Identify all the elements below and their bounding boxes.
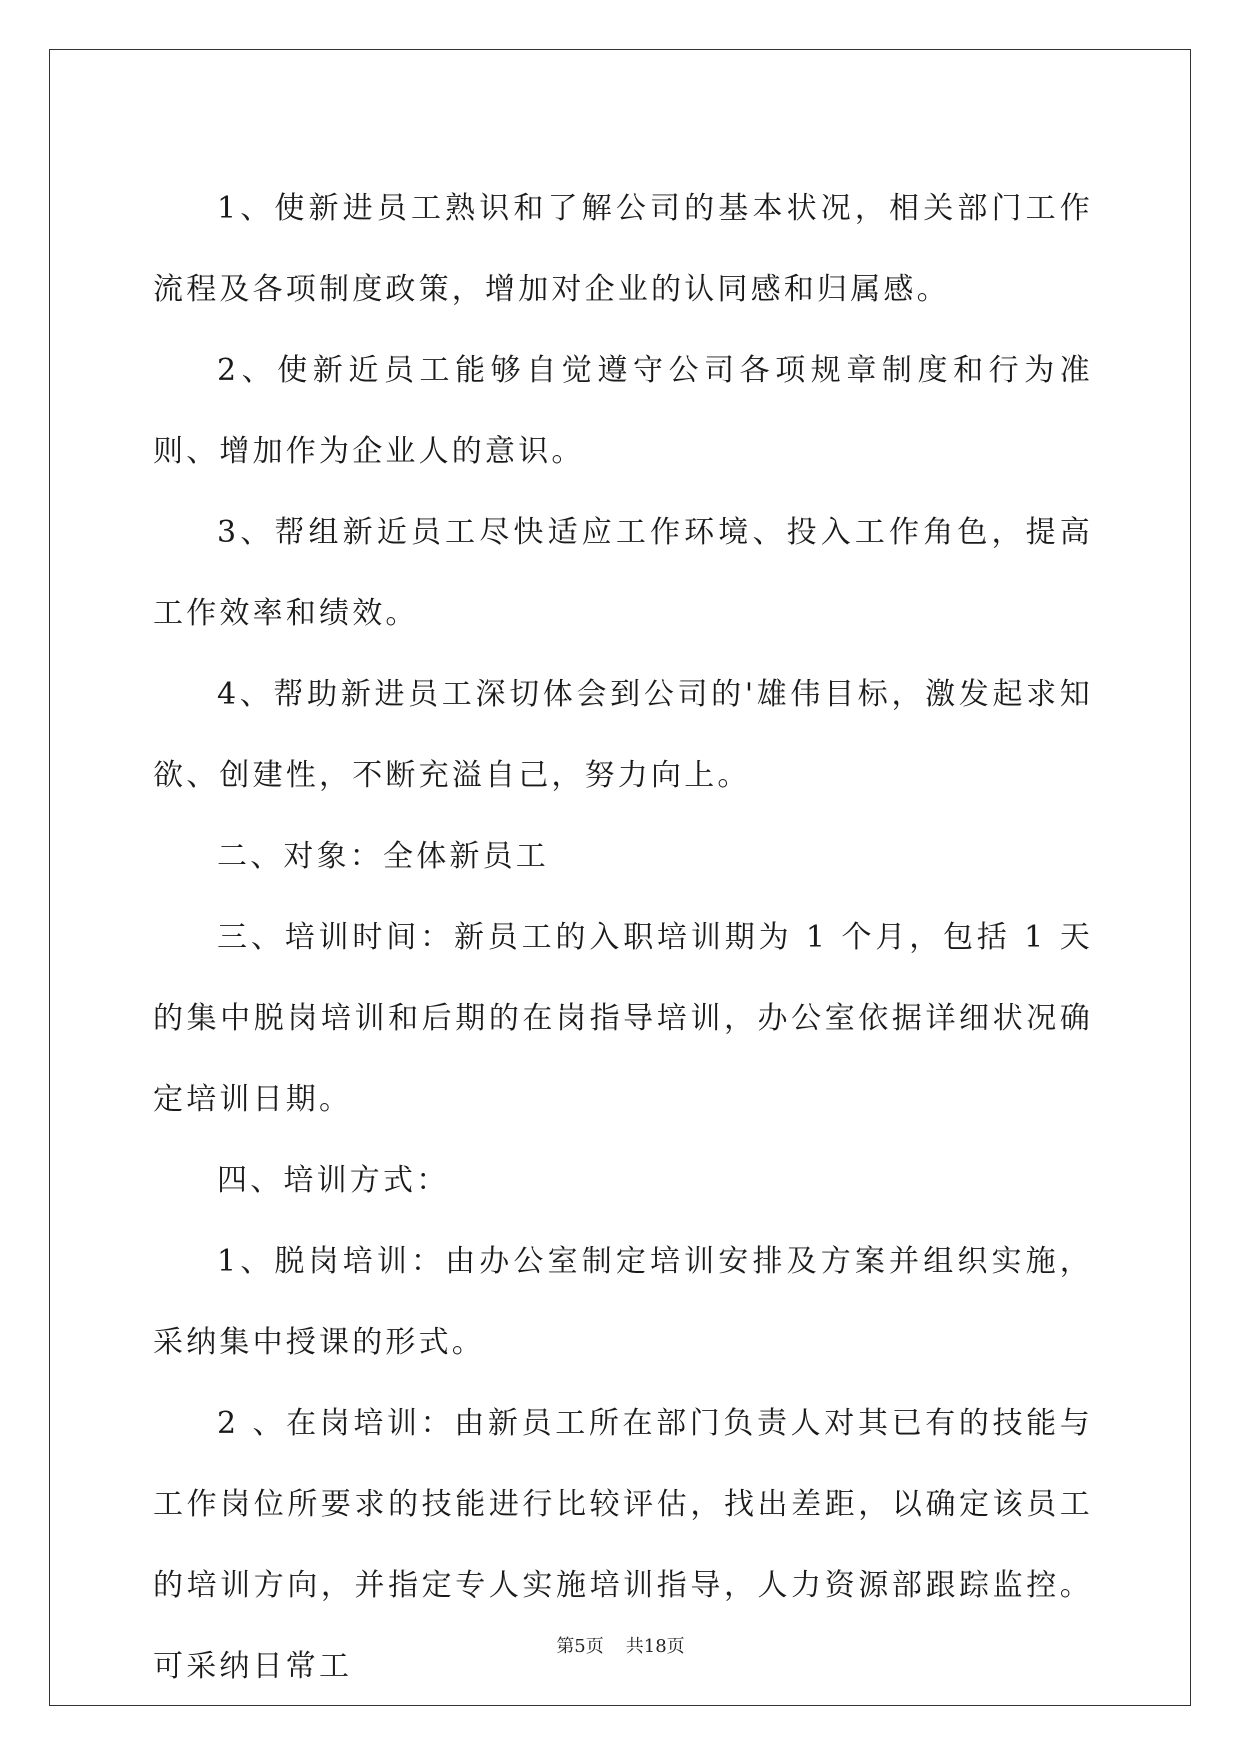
page-footer xyxy=(0,1632,1241,1658)
page-number: 第5页 xyxy=(556,1636,604,1657)
paragraph-target: 二、对象：全体新员工 xyxy=(217,839,549,874)
paragraph-goal-4: 4、帮助新进员工深切体会到公司的'雄伟目标，激发起求知欲、创建性，不断充溢自己，努力向上。 xyxy=(153,677,1093,793)
page-total: 共18页 xyxy=(625,1636,685,1657)
paragraph-goal-1: 1、使新进员工熟识和了解公司的基本状况，相关部门工作流程及各项制度政策，增加对企业的认同感和归属感。 xyxy=(153,191,1093,307)
paragraph-goal-3: 3、帮组新近员工尽快适应工作环境、投入工作角色，提高工作效率和绩效。 xyxy=(153,515,1093,631)
paragraph-offsite-training: 1、脱岗培训：由办公室制定培训安排及方案并组织实施，采纳集中授课的形式。 xyxy=(153,1244,1093,1360)
paragraph-training-method-heading: 四、培训方式： xyxy=(217,1163,450,1198)
paragraph-training-time: 三、培训时间：新员工的入职培训期为 1 个月，包括 1 天的集中脱岗培训和后期的在岗指导培训，办公室依据详细状况确定培训日期。 xyxy=(153,920,1093,1117)
paragraph-goal-2: 2、使新近员工能够自觉遵守公司各项规章制度和行为准则、增加作为企业人的意识。 xyxy=(153,353,1093,469)
document-body xyxy=(153,168,1093,1707)
paragraph-onsite-training: 2 、在岗培训：由新员工所在部门负责人对其已有的技能与工作岗位所要求的技能进行比较评估，找出差距，以确定该员工的培训方向，并指定专人实施培训指导，人力资源部跟踪监控。可采纳日常工 xyxy=(153,1406,1093,1684)
